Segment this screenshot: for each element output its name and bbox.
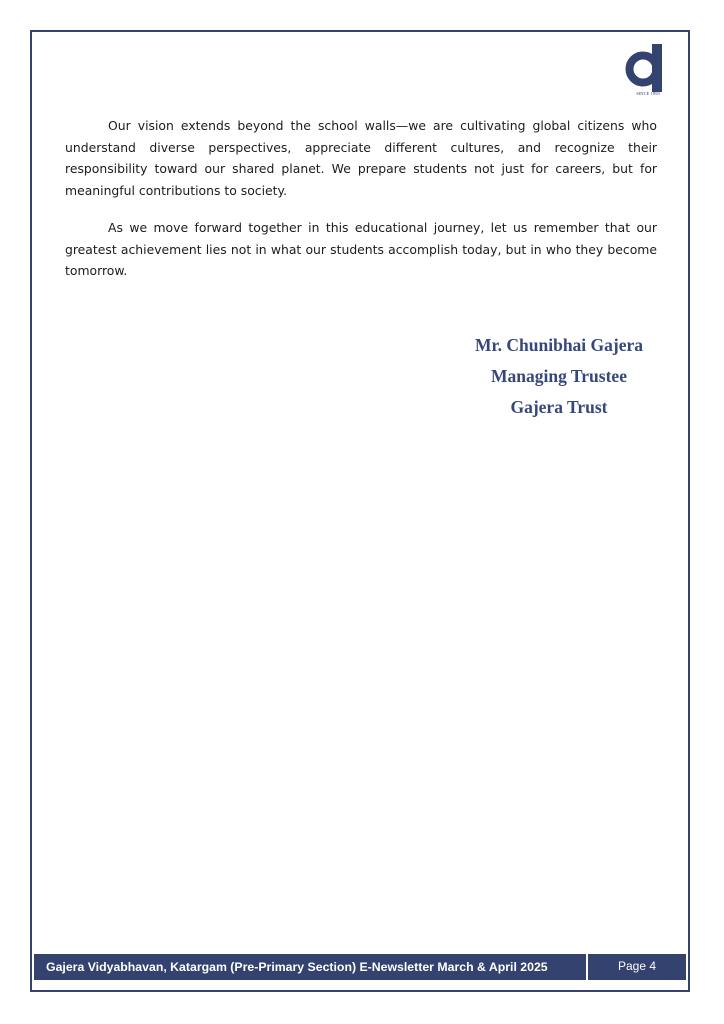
signatory-name: Mr. Chunibhai Gajera — [474, 335, 644, 355]
paragraph-vision: Our vision extends beyond the school walls—we are cultivating global citizens who understand diverse perspectives, appreciate different cultures, and recognize their responsibility toward our shared planet. We prepare students not just for careers, but for meaningful contributions to society. — [65, 118, 657, 198]
school-logo-icon — [623, 42, 675, 96]
signatory-title: Managing Trustee — [491, 366, 627, 386]
paragraph-journey: As we move forward together in this educational journey, let us remember that our greatest achievement lies not in what our students accomplish today, but in who they become tomorrow. — [65, 220, 657, 278]
logo-since-text: SINCE 1993 — [636, 91, 660, 96]
signatory-organization: Gajera Trust — [510, 397, 608, 417]
school-logo — [623, 42, 675, 96]
letter-body — [65, 115, 657, 298]
signature-block — [445, 330, 673, 423]
footer-newsletter-title: Gajera Vidyabhavan, Katargam (Pre-Primary Section) E-Newsletter March & April 2025 — [34, 954, 586, 980]
footer-page-number: Page 4 — [588, 954, 686, 980]
